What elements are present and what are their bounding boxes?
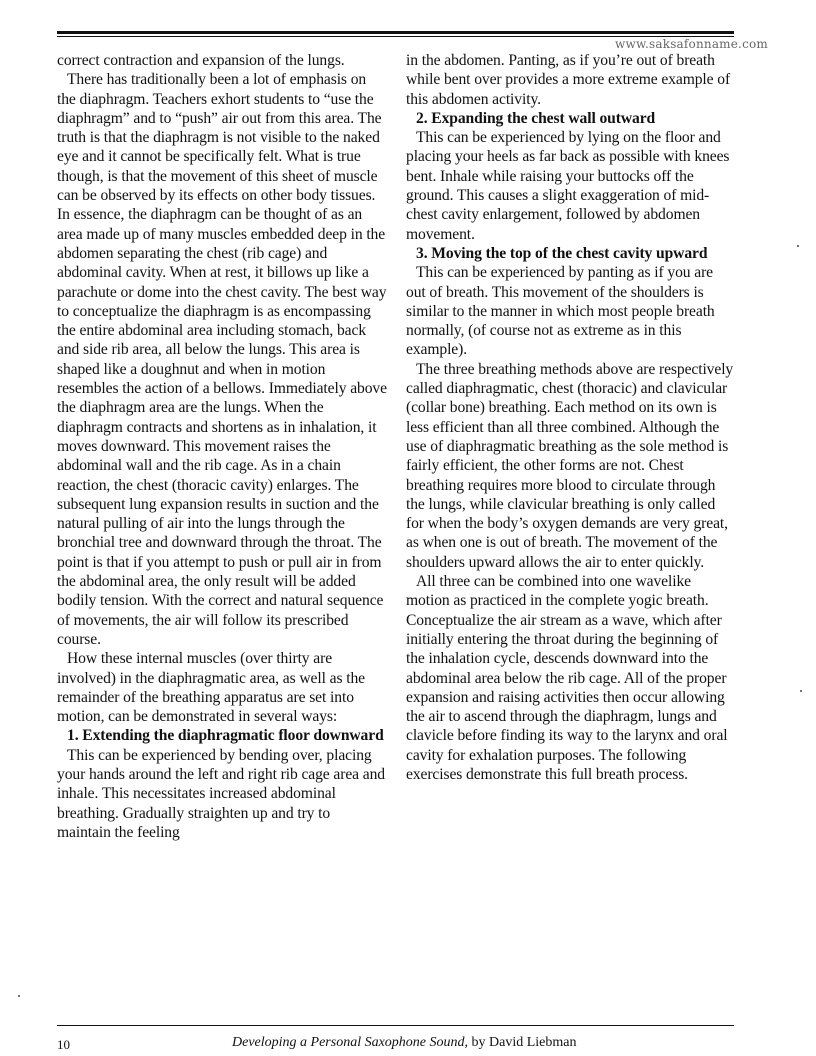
scan-speck bbox=[797, 245, 799, 247]
paragraph: There has traditionally been a lot of emphasis on the diaphragm. Teachers exhort students to “use the diaphragm” and to “push” air out from this area. The truth is that the diaphragm is not visible to the naked eye and it cannot be specifically felt. What is true though, is that the movement of this sheet of muscle can be observed by its effects on other body tissues. In essence, the diaphragm can be thought of as an area made up of many muscles embedded deep in the abdomen separating the chest (rib cage) and abdominal cavity. When at rest, it billows up like a parachute or dome into the chest cavity. The best way to conceptualize the diaphragm is as encompassing the entire abdominal area including stomach, back and side rib area, all below the lungs. This area is shaped like a doughnut and when in motion resembles the action of a bellows. Immediately above the diaphragm area are the lungs. When the diaphragm contracts and shortens as in inhalation, it moves downward. This movement raises the abdominal wall and the rib cage. As in a chain reaction, the chest (thoracic cavity) enlarges. The subsequent lung expansion results in suction and the natural pulling of air into the lungs through the bronchial tree and downward through the throat. The point is that if you attempt to push or pull air in from the abdominal area, the only result will be added bodily tension. With the correct and natural sequence of movements, the air will follow its prescribed course. bbox=[57, 71, 387, 648]
scan-speck bbox=[18, 995, 20, 997]
running-footer bbox=[232, 1035, 577, 1051]
right-column bbox=[406, 51, 736, 784]
top-rule-thick bbox=[57, 31, 734, 34]
paragraph: in the abdomen. Panting, as if you’re out of breath while bent over provides a more extreme example of this abdomen activity. bbox=[406, 52, 731, 108]
author-text: by David Liebman bbox=[471, 1035, 577, 1050]
paragraph: The three breathing methods above are respectively called diaphragmatic, chest (thoracic) and clavicular (collar bone) breathing. Each method on its own is less efficient than all three combined. Although the use of diaphragmatic breathing as the sole method is fairly efficient, the other forms are not. Chest breathing requires more blood to circulate through the lungs, while clavicular breathing is only called for when the body’s oxygen demands are very great, as when one is out of breath. The movement of the shoulders upward allows the air to enter quickly. bbox=[406, 360, 734, 571]
paragraph: This can be experienced by panting as if you are out of breath. This movement of the shoulders is similar to the manner in which most people breath normally, (of course not as extreme as in this example). bbox=[406, 264, 715, 359]
paragraph: All three can be combined into one wavelike motion as practiced in the complete yogic breath. Conceptualize the air stream as a wave, which after initially entering the throat during the beginning of the inhalation cycle, descends downward into the abdominal area below the rib cage. All of the proper expansion and raising activities then occur allowing the air to ascend through the diaphragm, lungs and clavicle before finding its way to the larynx and oral cavity for exhalation purposes. The following exercises demonstrate this full breath process. bbox=[406, 573, 728, 783]
page-number: 10 bbox=[57, 1037, 70, 1052]
book-title: Developing a Personal Saxophone Sound, bbox=[232, 1035, 469, 1050]
paragraph: This can be experienced by lying on the floor and placing your heels as far back as possible with knees bent. Inhale while raising your buttocks off the ground. This causes a slight exaggeration of mid-chest cavity enlargement, followed by abdomen movement. bbox=[406, 129, 730, 243]
paragraph: correct contraction and expansion of the lungs. bbox=[57, 52, 345, 69]
left-column bbox=[57, 51, 387, 842]
watermark-url: www.saksafonname.com bbox=[615, 37, 768, 51]
section-heading: 1. Extending the diaphragmatic floor downward bbox=[67, 727, 384, 745]
section-heading: 3. Moving the top of the chest cavity upward bbox=[416, 244, 708, 262]
paragraph: How these internal muscles (over thirty are involved) in the diaphragmatic area, as well as the remainder of the breathing apparatus are set into motion, can be demonstrated in several ways: bbox=[57, 650, 365, 726]
scan-speck bbox=[800, 690, 802, 692]
bottom-rule bbox=[57, 1025, 734, 1026]
section-heading: 2. Expanding the chest wall outward bbox=[416, 109, 656, 127]
paragraph: This can be experienced by bending over, placing your hands around the left and right rib cage area and inhale. This necessitates increased abdominal breathing. Gradually straighten up and try to maintain the feeling bbox=[57, 746, 386, 841]
